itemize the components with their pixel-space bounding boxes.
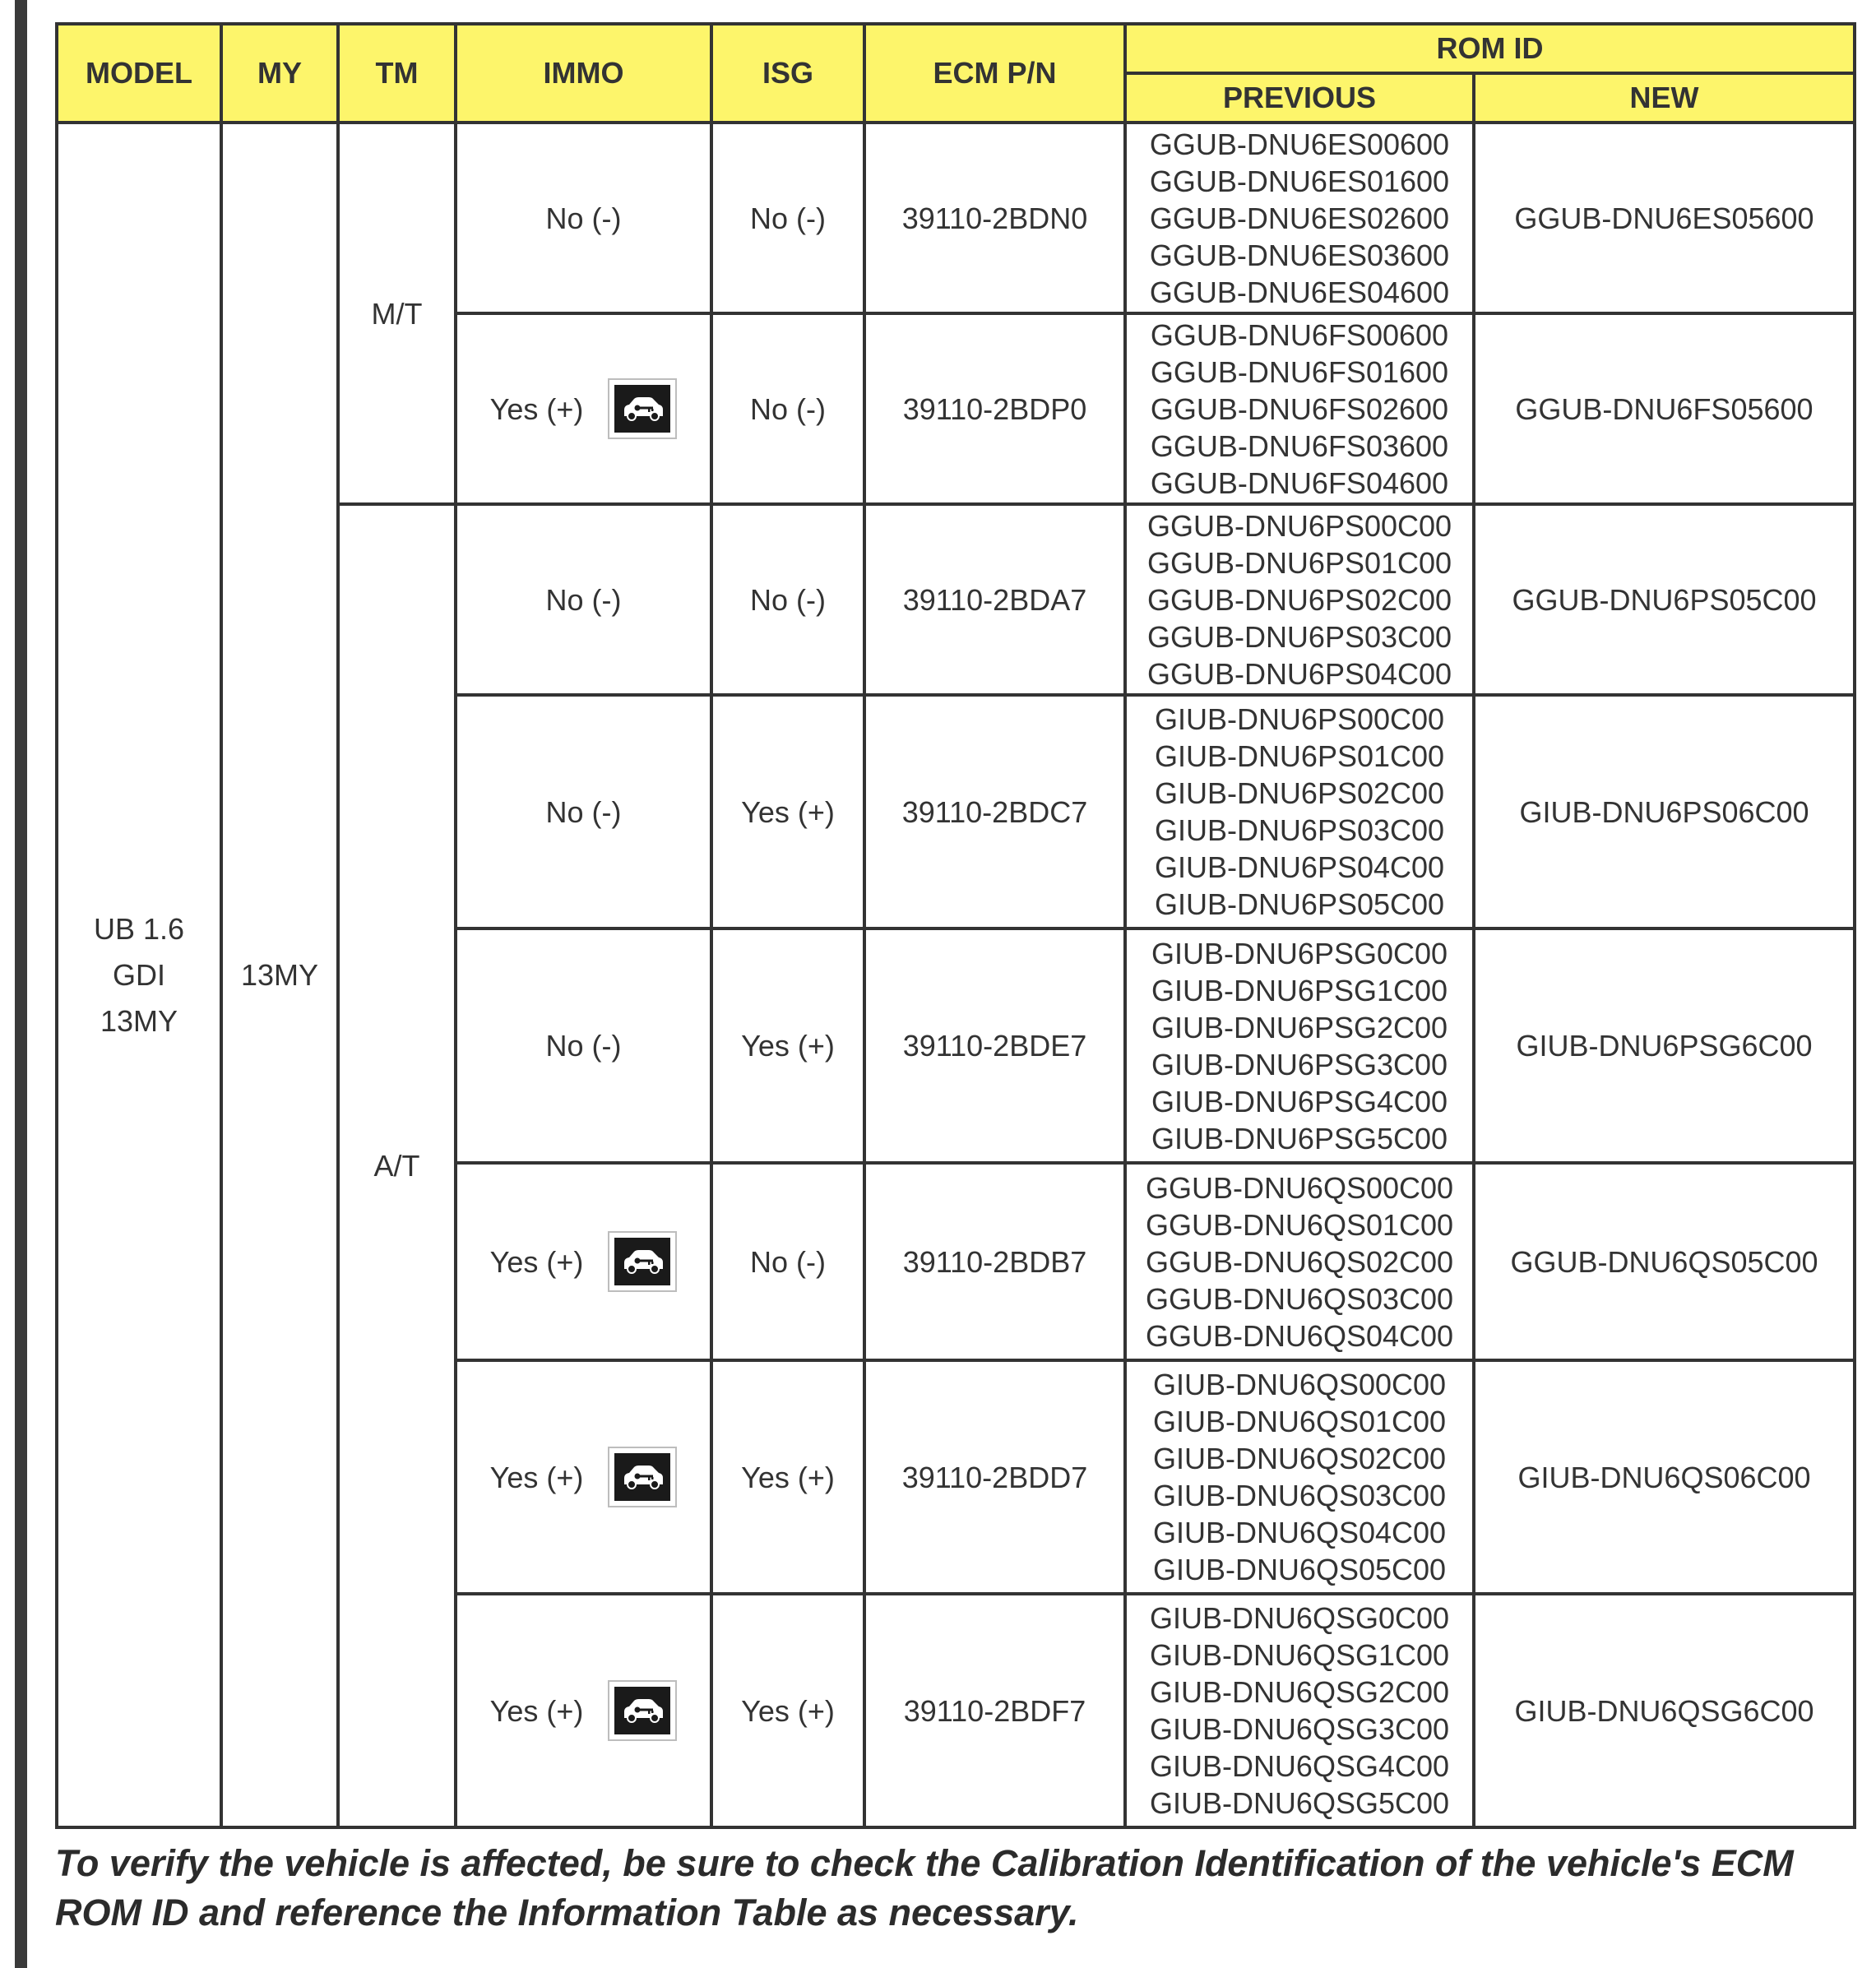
rom-id-table	[55, 22, 1856, 1829]
immobilizer-car-key-icon	[608, 1680, 677, 1741]
previous-rom-id: GIUB-DNU6PSG0C00	[1151, 936, 1448, 970]
previous-rom-id: GGUB-DNU6PS00C00	[1146, 508, 1452, 543]
previous-rom-id: GIUB-DNU6QS04C00	[1152, 1516, 1447, 1549]
footnote: To verify the vehicle is affected, be sure to check the Calibration Identification of the vehicle's ECM ROM ID and reference the Information Table as necessary.	[55, 1842, 1794, 1933]
ecm-part-number-cell: 39110-2BDD7	[864, 1360, 1125, 1594]
header-ecm-pn: ECM P/N	[864, 24, 1125, 123]
ecm-part-number-cell: 39110-2BDF7	[864, 1594, 1125, 1827]
immo-value: No (-)	[545, 201, 622, 235]
previous-rom-id: GIUB-DNU6QSG0C00	[1149, 1601, 1450, 1635]
model-line2: GDI	[112, 957, 165, 992]
previous-rom-id: GGUB-DNU6ES02600	[1149, 201, 1450, 235]
isg-cell: No (-)	[711, 504, 864, 695]
previous-rom-id: GGUB-DNU6QS04C00	[1145, 1318, 1454, 1353]
ecm-part-number-cell: 39110-2BDB7	[864, 1163, 1125, 1360]
previous-rom-id: GIUB-DNU6PS01C00	[1154, 739, 1445, 773]
model-cell	[57, 123, 221, 1827]
header-previous: PREVIOUS	[1125, 73, 1474, 123]
previous-rom-id: GGUB-DNU6FS00600	[1150, 317, 1449, 352]
previous-rom-ids-cell	[1125, 928, 1474, 1163]
previous-rom-id: GGUB-DNU6FS01600	[1150, 354, 1449, 389]
immo-cell	[456, 928, 711, 1163]
new-rom-id-cell: GGUB-DNU6ES05600	[1474, 123, 1855, 313]
model-line1: UB 1.6	[93, 911, 185, 946]
table-body	[57, 123, 1855, 1827]
isg-cell: Yes (+)	[711, 1594, 864, 1827]
previous-rom-id: GIUB-DNU6PSG4C00	[1151, 1084, 1448, 1118]
previous-rom-id: GIUB-DNU6QSG5C00	[1149, 1786, 1450, 1820]
new-rom-id-cell: GIUB-DNU6PS06C00	[1474, 695, 1855, 928]
immobilizer-car-key-icon	[608, 1231, 677, 1292]
previous-rom-ids-cell	[1125, 1594, 1474, 1827]
previous-rom-id: GIUB-DNU6PS03C00	[1154, 813, 1445, 847]
isg-cell: No (-)	[711, 313, 864, 504]
immobilizer-car-key-icon	[608, 1447, 677, 1507]
isg-cell: No (-)	[711, 123, 864, 313]
previous-rom-ids-cell	[1125, 1163, 1474, 1360]
immo-cell	[456, 695, 711, 928]
new-rom-id-cell: GGUB-DNU6QS05C00	[1474, 1163, 1855, 1360]
header-immo: IMMO	[456, 24, 711, 123]
previous-rom-id: GGUB-DNU6FS02600	[1150, 391, 1449, 426]
immo-value: Yes (+)	[489, 391, 584, 426]
previous-rom-id: GGUB-DNU6QS01C00	[1145, 1207, 1454, 1242]
previous-rom-id: GGUB-DNU6ES00600	[1149, 127, 1450, 161]
previous-rom-id: GIUB-DNU6QS05C00	[1152, 1553, 1447, 1586]
new-rom-id-cell: GGUB-DNU6PS05C00	[1474, 504, 1855, 695]
ecm-part-number-cell: 39110-2BDN0	[864, 123, 1125, 313]
header-my: MY	[221, 24, 338, 123]
immo-cell	[456, 504, 711, 695]
previous-rom-id: GGUB-DNU6PS03C00	[1146, 619, 1452, 654]
previous-rom-id: GIUB-DNU6QSG1C00	[1149, 1638, 1450, 1672]
new-rom-id-cell: GGUB-DNU6FS05600	[1474, 313, 1855, 504]
previous-rom-id: GIUB-DNU6QSG2C00	[1149, 1675, 1450, 1709]
ecm-part-number-cell: 39110-2BDP0	[864, 313, 1125, 504]
previous-rom-id: GGUB-DNU6PS01C00	[1146, 545, 1452, 580]
previous-rom-id: GIUB-DNU6PSG3C00	[1151, 1047, 1448, 1081]
isg-cell: Yes (+)	[711, 695, 864, 928]
table-row	[57, 123, 1855, 313]
previous-rom-id: GIUB-DNU6QS03C00	[1152, 1479, 1447, 1512]
previous-rom-id: GGUB-DNU6QS03C00	[1145, 1281, 1454, 1316]
immo-value: No (-)	[545, 794, 622, 829]
previous-rom-id: GIUB-DNU6PS00C00	[1154, 702, 1445, 736]
previous-rom-ids-cell	[1125, 695, 1474, 928]
model-year-cell: 13MY	[221, 123, 338, 1827]
previous-rom-id: GIUB-DNU6QS02C00	[1152, 1442, 1447, 1475]
ecm-part-number-cell: 39110-2BDE7	[864, 928, 1125, 1163]
immo-cell	[456, 123, 711, 313]
immo-cell	[456, 313, 711, 504]
header-rom-id: ROM ID	[1125, 24, 1855, 73]
previous-rom-id: GIUB-DNU6QSG4C00	[1149, 1749, 1450, 1783]
immo-value: Yes (+)	[489, 1693, 584, 1728]
previous-rom-id: GIUB-DNU6PSG2C00	[1151, 1010, 1448, 1044]
immo-value: Yes (+)	[489, 1460, 584, 1494]
previous-rom-id: GIUB-DNU6PS02C00	[1154, 776, 1445, 810]
previous-rom-ids-cell	[1125, 313, 1474, 504]
previous-rom-id: GIUB-DNU6QSG3C00	[1149, 1712, 1450, 1746]
previous-rom-id: GGUB-DNU6FS04600	[1150, 465, 1449, 500]
new-rom-id-cell: GIUB-DNU6QSG6C00	[1474, 1594, 1855, 1827]
ecm-part-number-cell: 39110-2BDC7	[864, 695, 1125, 928]
previous-rom-id: GIUB-DNU6PS05C00	[1154, 887, 1445, 921]
previous-rom-ids-cell	[1125, 504, 1474, 695]
model-line3: 13MY	[100, 1003, 178, 1038]
header-model: MODEL	[57, 24, 221, 123]
previous-rom-id: GGUB-DNU6PS04C00	[1146, 656, 1452, 691]
previous-rom-id: GGUB-DNU6FS03600	[1150, 428, 1449, 463]
immo-value: No (-)	[545, 1029, 622, 1063]
immo-value: No (-)	[545, 582, 622, 617]
isg-cell: Yes (+)	[711, 1360, 864, 1594]
header-new: NEW	[1474, 73, 1855, 123]
previous-rom-id: GGUB-DNU6QS00C00	[1145, 1170, 1454, 1205]
previous-rom-id: GIUB-DNU6PS04C00	[1154, 850, 1445, 884]
previous-rom-id: GIUB-DNU6QS00C00	[1152, 1368, 1447, 1401]
previous-rom-id: GGUB-DNU6ES04600	[1149, 275, 1450, 309]
previous-rom-id: GGUB-DNU6ES03600	[1149, 238, 1450, 272]
immo-cell	[456, 1360, 711, 1594]
new-rom-id-cell: GIUB-DNU6PSG6C00	[1474, 928, 1855, 1163]
previous-rom-ids-cell	[1125, 1360, 1474, 1594]
previous-rom-id: GIUB-DNU6PSG1C00	[1151, 973, 1448, 1007]
transmission-at-cell: A/T	[338, 504, 456, 1827]
transmission-mt-cell: M/T	[338, 123, 456, 504]
isg-cell: Yes (+)	[711, 928, 864, 1163]
page-margin-bar	[15, 0, 27, 1968]
isg-cell: No (-)	[711, 1163, 864, 1360]
header-isg: ISG	[711, 24, 864, 123]
previous-rom-id: GIUB-DNU6QS01C00	[1152, 1405, 1447, 1438]
previous-rom-id: GIUB-DNU6PSG5C00	[1151, 1121, 1448, 1155]
previous-rom-ids-cell	[1125, 123, 1474, 313]
previous-rom-id: GGUB-DNU6PS02C00	[1146, 582, 1452, 617]
previous-rom-id: GGUB-DNU6ES01600	[1149, 164, 1450, 198]
immo-cell	[456, 1163, 711, 1360]
immo-cell	[456, 1594, 711, 1827]
immobilizer-car-key-icon	[608, 378, 677, 439]
header-tm: TM	[338, 24, 456, 123]
immo-value: Yes (+)	[489, 1244, 584, 1279]
ecm-part-number-cell: 39110-2BDA7	[864, 504, 1125, 695]
previous-rom-id: GGUB-DNU6QS02C00	[1145, 1244, 1454, 1279]
new-rom-id-cell: GIUB-DNU6QS06C00	[1474, 1360, 1855, 1594]
